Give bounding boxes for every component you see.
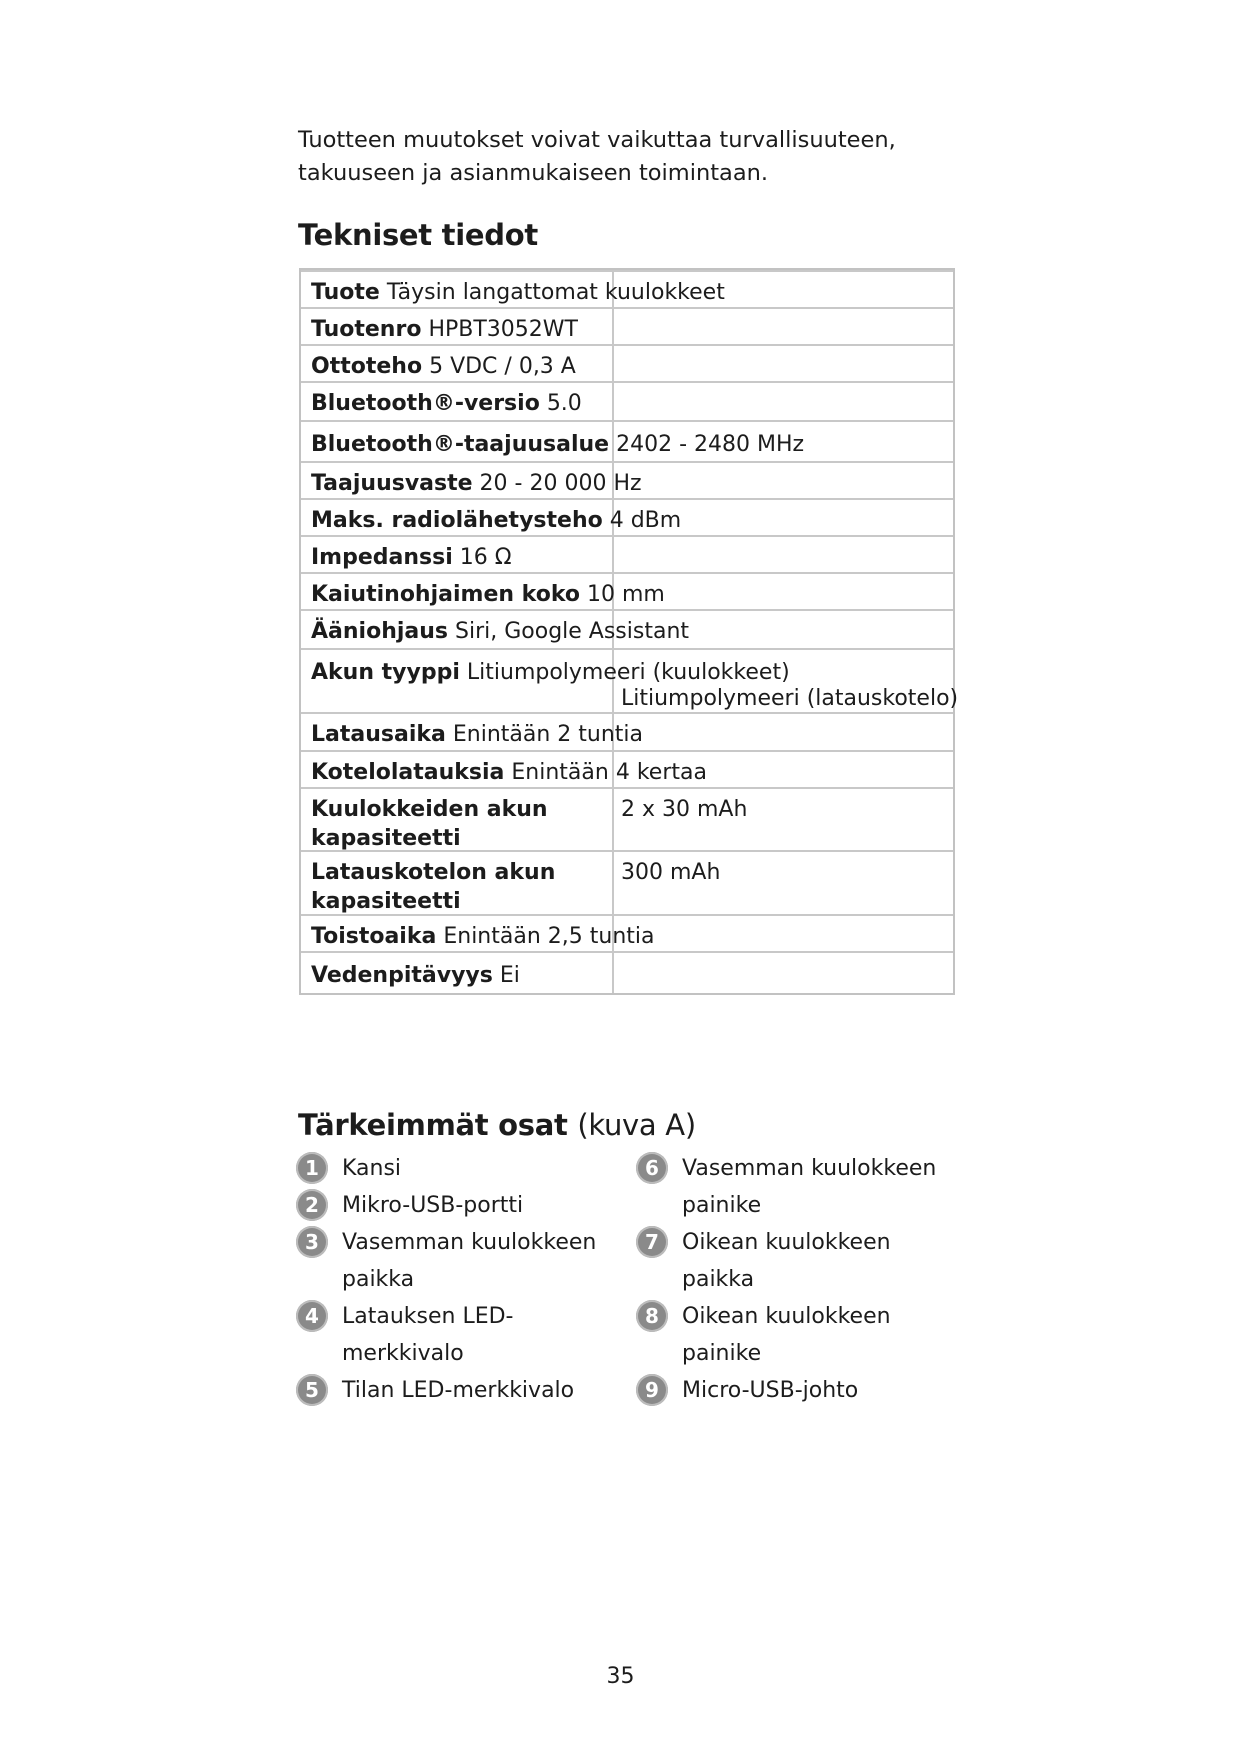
spec-row-input-power	[301, 344, 953, 381]
part-item	[296, 1298, 626, 1372]
part-label: Latauksen LED-	[342, 1304, 514, 1329]
spec-value: Enintään 4 kertaa	[511, 760, 707, 785]
spec-label: Akun tyyppi	[311, 660, 460, 685]
spec-row-case-charges	[301, 750, 953, 787]
number-7-icon: 7	[636, 1226, 668, 1258]
spec-label: Impedanssi	[311, 545, 453, 570]
spec-value: 10 mm	[587, 582, 665, 607]
spec-label: Kuulokkeiden akun kapasiteetti	[311, 797, 548, 851]
part-label-line-2: paikka	[342, 1267, 415, 1292]
intro-line-2: takuuseen ja asianmukaiseen toimintaan.	[298, 160, 769, 186]
part-item	[636, 1372, 966, 1409]
intro-paragraph	[298, 124, 938, 190]
number-5-icon: 5	[296, 1374, 328, 1406]
number-6-icon: 6	[636, 1152, 668, 1184]
part-item	[636, 1224, 966, 1298]
part-label: Vasemman kuulokkeen	[682, 1156, 937, 1181]
number-2-icon: 2	[296, 1189, 328, 1221]
spec-label: Ottoteho	[311, 354, 423, 379]
part-item	[296, 1224, 626, 1298]
spec-row-waterproof	[301, 951, 953, 993]
spec-value: 2402 - 2480 MHz	[616, 432, 805, 457]
spec-label: Latauskotelon akun kapasiteetti	[311, 860, 556, 914]
spec-value: 5 VDC / 0,3 A	[429, 354, 576, 379]
number-1-icon: 1	[296, 1152, 328, 1184]
spec-label: Latausaika	[311, 722, 446, 747]
part-label: Mikro-USB-portti	[342, 1193, 524, 1218]
spec-label: Taajuusvaste	[311, 471, 473, 496]
spec-value: 5.0	[546, 391, 582, 416]
spec-label: Tuotenro	[311, 317, 422, 342]
page-number: 35	[606, 1664, 635, 1689]
spec-value: Enintään 2 tuntia	[452, 722, 644, 747]
spec-row-frequency-response	[301, 461, 953, 498]
spec-label: Kotelolatauksia	[311, 760, 505, 785]
spec-label: Kaiutinohjaimen koko	[311, 582, 580, 607]
part-label-line-2: painike	[682, 1341, 762, 1366]
intro-line-1: Tuotteen muutokset voivat vaikuttaa turvallisuuteen,	[298, 127, 896, 153]
part-label: Micro-USB-johto	[682, 1378, 859, 1403]
part-label: Tilan LED-merkkivalo	[342, 1378, 575, 1403]
spec-row-earbud-capacity	[301, 787, 953, 850]
spec-row-product	[301, 270, 953, 307]
part-label: Oikean kuulokkeen	[682, 1230, 891, 1255]
spec-value: HPBT3052WT	[428, 317, 578, 342]
parts-list-left	[296, 1150, 626, 1409]
spec-label: Toistoaika	[311, 924, 437, 949]
spec-value: Litiumpolymeeri (kuulokkeet)	[466, 660, 790, 685]
spec-row-battery-type	[301, 648, 959, 712]
spec-value: Siri, Google Assistant	[455, 619, 690, 644]
part-item	[296, 1150, 626, 1187]
spec-label: Maks. radiolähetysteho	[311, 508, 603, 533]
spec-value: Täysin langattomat kuulokkeet	[386, 280, 725, 305]
parts-heading-title: Tärkeimmät osat	[298, 1108, 568, 1142]
spec-value: 300 mAh	[621, 860, 721, 885]
part-label-line-2: paikka	[682, 1267, 755, 1292]
spec-row-bluetooth-version	[301, 381, 953, 420]
number-3-icon: 3	[296, 1226, 328, 1258]
part-item	[636, 1298, 966, 1372]
number-8-icon: 8	[636, 1300, 668, 1332]
part-label-line-2: painike	[682, 1193, 762, 1218]
parts-heading	[298, 1108, 696, 1142]
spec-value: 4 dBm	[609, 508, 682, 533]
spec-table	[299, 268, 959, 995]
spec-row-model	[301, 307, 953, 344]
number-4-icon: 4	[296, 1300, 328, 1332]
part-item	[296, 1187, 626, 1224]
spec-label: Tuote	[311, 280, 380, 305]
part-label: Kansi	[342, 1156, 402, 1181]
spec-value: Enintään 2,5 tuntia	[443, 924, 655, 949]
spec-row-case-capacity	[301, 850, 953, 914]
spec-value-2: Litiumpolymeeri (latauskotelo)	[621, 686, 959, 711]
spec-label: Vedenpitävyys	[311, 963, 493, 988]
spec-row-impedance	[301, 535, 953, 572]
spec-label: Ääniohjaus	[311, 619, 448, 644]
part-item	[636, 1150, 966, 1224]
part-item	[296, 1372, 626, 1409]
spec-label: Bluetooth®-versio	[311, 391, 540, 416]
spec-row-play-time	[301, 914, 953, 951]
spec-value: 20 - 20 000 Hz	[479, 471, 642, 496]
spec-row-driver-size	[301, 572, 953, 609]
part-label: Vasemman kuulokkeen	[342, 1230, 597, 1255]
parts-list-right	[636, 1150, 966, 1409]
parts-heading-sub: (kuva A)	[577, 1108, 696, 1142]
spec-label: Bluetooth®-taajuusalue	[311, 432, 610, 457]
part-label-line-2: merkkivalo	[342, 1341, 464, 1366]
spec-value: 16 Ω	[459, 545, 512, 570]
spec-row-voice-control	[301, 609, 953, 648]
spec-value: Ei	[499, 963, 520, 988]
spec-row-charge-time	[301, 712, 953, 750]
spec-row-max-radio-power	[301, 498, 953, 535]
specs-heading: Tekniset tiedot	[298, 218, 538, 252]
part-label: Oikean kuulokkeen	[682, 1304, 891, 1329]
spec-value: 2 x 30 mAh	[621, 797, 748, 822]
number-9-icon: 9	[636, 1374, 668, 1406]
spec-row-bluetooth-frequency	[301, 420, 953, 461]
